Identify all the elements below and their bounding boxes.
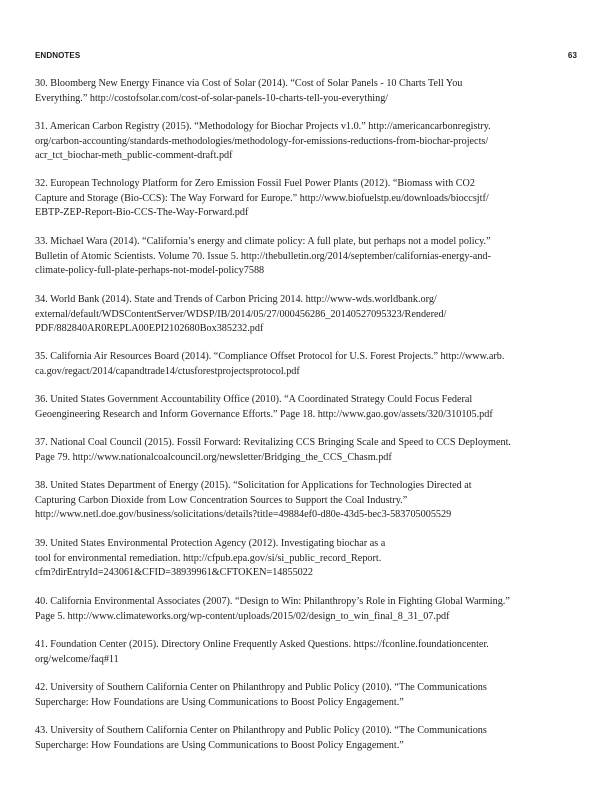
endnote-line: Page 5. http://www.climateworks.org/wp-content/uploads/2015/02/design_to_win_final_8_31_07.pdf	[35, 610, 450, 622]
page-number: 63	[567, 51, 577, 60]
endnote-30	[35, 77, 580, 106]
endnote-line: 42. University of Southern California Center on Philanthropy and Public Policy (2010). “The Communications	[35, 682, 487, 693]
endnote-33	[35, 235, 580, 279]
endnote-line: Page 79. http://www.nationalcoalcouncil.org/newsletter/Bridging_the_CCS_Chasm.pdf	[35, 451, 392, 463]
endnote-line: http://www.netl.doe.gov/business/solicitations/details?title=49884ef0-d80e-43d5-bec3-583705005529	[35, 509, 452, 521]
page-header	[35, 51, 577, 63]
endnote-line: cfm?dirEntryId=243061&CFID=38939961&CFTOKEN=14855022	[35, 567, 313, 579]
endnote-line: 41. Foundation Center (2015). Directory Online Frequently Asked Questions. https://fconline.foundationcenter.	[35, 639, 489, 650]
endnote-line: EBTP-ZEP-Report-Bio-CCS-The-Way-Forward.pdf	[35, 207, 249, 219]
endnote-38	[35, 479, 580, 523]
endnote-line: external/default/WDSContentServer/WDSP/IB/2014/05/27/000456286_20140527095323/Rendered/	[35, 308, 447, 320]
endnote-line: climate-policy-full-plate-perhaps-not-model-policy7588	[35, 265, 265, 277]
endnote-line: 38. United States Department of Energy (2015). “Solicitation for Applications for Technologies Directed at	[35, 480, 472, 491]
endnote-line: org/carbon-accounting/standards-methodologies/methodology-for-emissions-reductions-from-biochar-projects/	[35, 135, 489, 147]
endnote-36	[35, 393, 580, 422]
endnote-line: Supercharge: How Foundations are Using Communications to Boost Policy Engagement.”	[35, 739, 404, 751]
endnote-line: Supercharge: How Foundations are Using Communications to Boost Policy Engagement.”	[35, 696, 404, 708]
endnote-37	[35, 436, 580, 465]
endnote-line: acr_tct_biochar-meth_public-comment-draft.pdf	[35, 150, 233, 162]
endnote-line: 36. United States Government Accountability Office (2010). “A Coordinated Strategy Could Focus Federal	[35, 394, 473, 405]
endnote-line: 30. Bloomberg New Energy Finance via Cost of Solar (2014). “Cost of Solar Panels - 10 Charts Tell You	[35, 78, 463, 89]
endnote-40	[35, 595, 580, 624]
endnote-line: Geoengineering Research and Inform Governance Efforts.” Page 18. http://www.gao.gov/assets/320/310105.pdf	[35, 408, 493, 420]
endnote-32	[35, 177, 580, 221]
endnote-35	[35, 350, 580, 379]
endnote-line: 37. National Coal Council (2015). Fossil Forward: Revitalizing CCS Bringing Scale and Speed to CCS Deployment.	[35, 437, 511, 448]
endnote-line: ca.gov/regact/2014/capandtrade14/ctusforestprojectsprotocol.pdf	[35, 365, 300, 377]
endnote-39	[35, 537, 580, 581]
endnote-42	[35, 681, 580, 710]
endnote-line: org/welcome/faq#11	[35, 653, 119, 665]
endnote-line: 34. World Bank (2014). State and Trends of Carbon Pricing 2014. http://www-wds.worldbank.org/	[35, 294, 437, 305]
endnote-line: 39. United States Environmental Protection Agency (2012). Investigating biochar as a	[35, 538, 386, 549]
endnote-line: 35. California Air Resources Board (2014). “Compliance Offset Protocol for U.S. Forest Projects.” http://www.arb.	[35, 351, 505, 362]
endnote-line: 32. European Technology Platform for Zero Emission Fossil Fuel Power Plants (2012). “Biomass with CO2	[35, 178, 475, 189]
endnote-43	[35, 724, 580, 753]
endnote-line: PDF/882840AR0REPLA00EPI2102680Box385232.pdf	[35, 323, 264, 335]
endnote-41	[35, 638, 580, 667]
endnote-line: 43. University of Southern California Center on Philanthropy and Public Policy (2010). “The Communications	[35, 725, 487, 736]
endnote-line: Capturing Carbon Dioxide from Low Concentration Sources to Support the Coal Industry.”	[35, 494, 408, 506]
endnote-line: 40. California Environmental Associates (2007). “Design to Win: Philanthropy’s Role in Fighting Global Warming.”	[35, 596, 510, 607]
endnote-34	[35, 293, 580, 337]
endnote-line: 33. Michael Wara (2014). “California’s energy and climate policy: A full plate, but perhaps not a model policy.”	[35, 236, 491, 247]
section-title: ENDNOTES	[35, 51, 81, 60]
endnote-line: tool for environmental remediation. http://cfpub.epa.gov/si/si_public_record_Report.	[35, 552, 382, 564]
endnote-line: Bulletin of Atomic Scientists. Volume 70. Issue 5. http://thebulletin.org/2014/september/californias-energy-and-	[35, 250, 491, 262]
endnote-line: Everything.” http://costofsolar.com/cost-of-solar-panels-10-charts-tell-you-everything/	[35, 92, 389, 104]
endnote-line: Capture and Storage (Bio-CCS): The Way Forward for Europe.” http://www.biofuelstp.eu/downloads/bioccsjtf/	[35, 192, 489, 204]
endnote-31	[35, 120, 580, 164]
endnote-line: 31. American Carbon Registry (2015). “Methodology for Biochar Projects v1.0.” http://americancarbonregistry.	[35, 121, 491, 132]
